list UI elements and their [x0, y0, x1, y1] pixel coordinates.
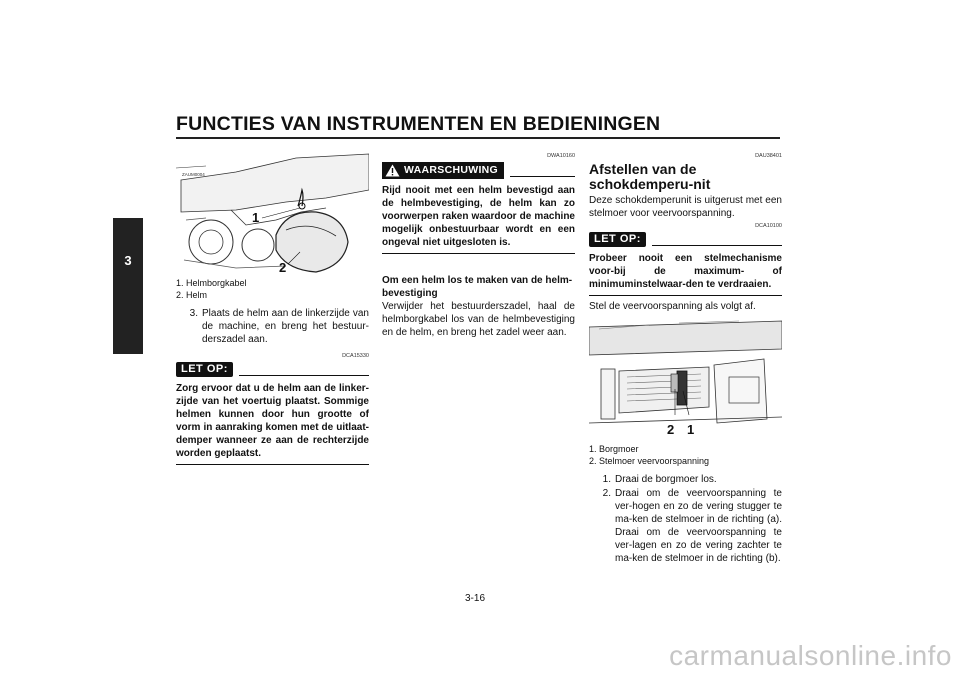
step-3 — [176, 307, 369, 346]
step-2 — [589, 487, 782, 565]
step-1 — [589, 473, 782, 486]
section-code: DAU38401 — [755, 153, 782, 159]
title-rule — [176, 137, 780, 139]
helmet-illustration — [176, 150, 369, 275]
figure-label-2: 2 — [667, 422, 675, 437]
section-intro: Deze schokdemperunit is uitgerust met een stelmoer voor veervoorspanning. — [589, 195, 782, 219]
callout-item: 2. Helm — [176, 290, 208, 300]
notice-label: LET OP: — [176, 362, 233, 377]
notice-text: Zorg ervoor dat u de helm aan de linker-zijde van het voertuig plaatst. Sommige helmen kunnen door hun grootte of vorm in aanraking komen met de uitlaat-demper wanneer ze aan de rechterzijde worden geplaatst. — [176, 383, 369, 459]
figure-callouts — [176, 278, 369, 301]
chapter-tab: 3 — [113, 218, 143, 354]
callout-item: 1. Helmborgkabel — [176, 278, 247, 288]
watermark-url: carmanualsonline.info — [669, 640, 952, 671]
callout-item: 1. Borgmoer — [589, 444, 639, 454]
warning-rule — [510, 176, 575, 177]
step-text: Draai de borgmoer los. — [615, 474, 717, 485]
shock-absorber-illustration — [589, 319, 782, 441]
warning-label: WAARSCHUWING — [404, 164, 499, 176]
notice-label: LET OP: — [589, 232, 646, 247]
notice-text: Probeer nooit een stelmechanisme voor-bij de maximum- of minimuminstelwaar-den te verdraaien. — [589, 253, 782, 290]
step-number: 2. — [602, 488, 611, 499]
figure-code: ZAUM0004 — [182, 172, 205, 177]
figure-label-1: 1 — [687, 422, 695, 437]
page-number: 3-16 — [465, 593, 486, 604]
adjust-intro: Stel de veervoorspanning als volgt af. — [589, 301, 756, 312]
step-number: 1. — [602, 474, 611, 485]
warning-header — [382, 162, 575, 179]
warning-badge — [382, 162, 504, 179]
section-title: Afstellen van de schokdemperu-nit — [589, 161, 711, 192]
column-2 — [382, 150, 575, 339]
column-1 — [176, 150, 369, 465]
subsection-body: Verwijder het bestuurderszadel, haal de helmborgkabel los van de helmbevestiging en de helm, en breng het zadel weer aan. — [382, 301, 575, 338]
notice-rule — [239, 375, 369, 376]
page-title: FUNCTIES VAN INSTRUMENTEN EN BEDIENINGEN — [176, 113, 661, 135]
figure-callouts — [589, 444, 782, 467]
notice-bottom-rule — [589, 295, 782, 296]
callout-item: 2. Stelmoer veervoorspanning — [589, 456, 710, 466]
notice-header — [176, 362, 369, 377]
notice-code: DCA15330 — [342, 353, 369, 359]
warning-text: Rijd nooit met een helm bevestigd aan de helmbevestiging, de helm kan zo voorwerpen raken waardoor de machine mogelijk onbestuurbaar wordt en een ongeval niet uitgesloten is. — [382, 185, 575, 248]
step-number: 3. — [189, 308, 198, 319]
figure-label-1: 1 — [252, 210, 260, 225]
warning-bottom-rule — [382, 253, 575, 254]
warning-triangle-icon — [385, 164, 400, 177]
helmet-figure — [176, 150, 369, 275]
notice-bottom-rule — [176, 464, 369, 465]
warning-code: DWA10160 — [547, 153, 575, 159]
notice-header — [589, 232, 782, 247]
subsection-heading: Om een helm los te maken van de helm-bevestiging — [382, 275, 573, 299]
figure-label-2: 2 — [279, 260, 287, 275]
shock-absorber-figure — [589, 319, 782, 441]
notice-code: DCA10100 — [755, 223, 782, 229]
step-text: Draai om de veervoorspanning te ver-hogen en zo de vering stugger te ma-ken de stelmoer in de richting (a). Draai om de veervoorspanning te ver-lagen en zo de vering zachter te ma-ken de stelmoer in de richting (b). — [615, 488, 782, 564]
notice-rule — [652, 245, 782, 246]
step-text: Plaats de helm aan de linkerzijde van de machine, en breng het bestuur-derszadel aan. — [202, 308, 369, 345]
column-3 — [589, 150, 782, 565]
